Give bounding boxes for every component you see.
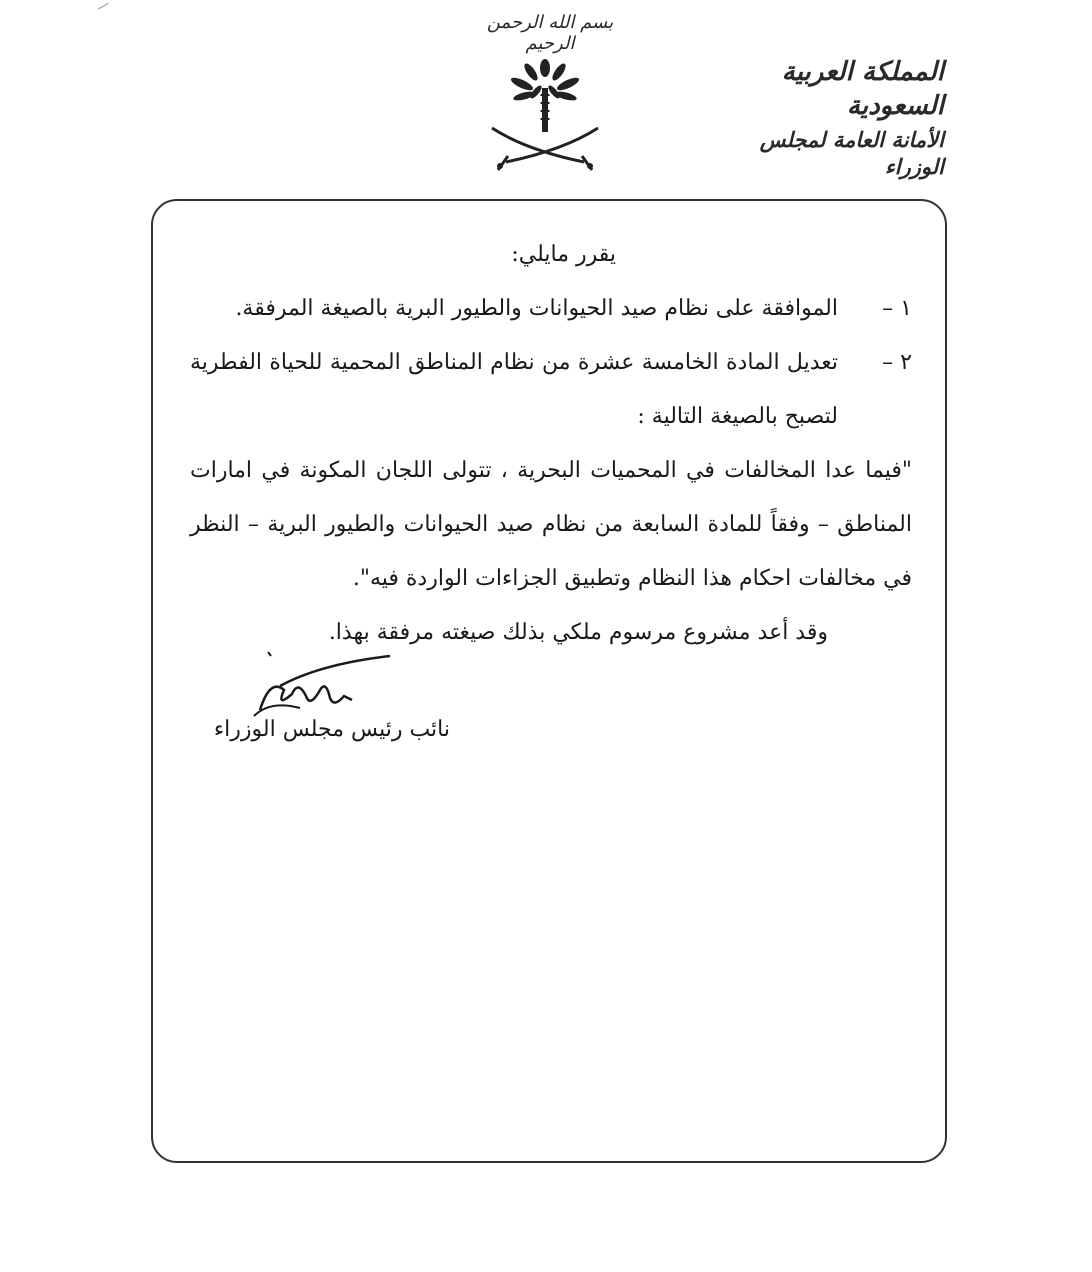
signatory-title: نائب رئيس مجلس الوزراء [213, 717, 450, 742]
basmala: بسم الله الرحمن الرحيم [486, 12, 614, 54]
resolution-heading: يقرر مايلي: [511, 242, 616, 267]
saudi-emblem-icon [486, 58, 604, 176]
item-number: ١ – [882, 296, 912, 321]
secretariat-name: الأمانة العامة لمجلس الوزراء [759, 126, 944, 179]
kingdom-name: المملكة العربية السعودية [781, 57, 944, 121]
item-text: الموافقة على نظام صيد الحيوانات والطيور البرية بالصيغة المرفقة. [235, 296, 838, 321]
document-body [190, 228, 912, 660]
item-number: ٢ – [882, 350, 912, 375]
item-text: تعديل المادة الخامسة عشرة من نظام المناطق المحمية للحياة الفطرية لتصبح بالصيغة التالية : [190, 350, 838, 429]
resolution-item [190, 282, 912, 336]
letterhead [714, 56, 944, 180]
corner-scan-mark [95, 0, 109, 10]
resolution-item [190, 336, 912, 444]
amended-article-quote: "فيما عدا المخالفات في المحميات البحرية ، تتولى اللجان المكونة في امارات المناطق – وفقاً للمادة السابعة من نظام صيد الحيوانات والطيور البرية – النظر في مخالفات احكام هذا النظام وتطبيق الجزاءات الواردة فيه". [190, 458, 912, 591]
closing-statement: وقد أعد مشروع مرسوم ملكي بذلك صيغته مرفقة بهذا. [328, 620, 828, 645]
